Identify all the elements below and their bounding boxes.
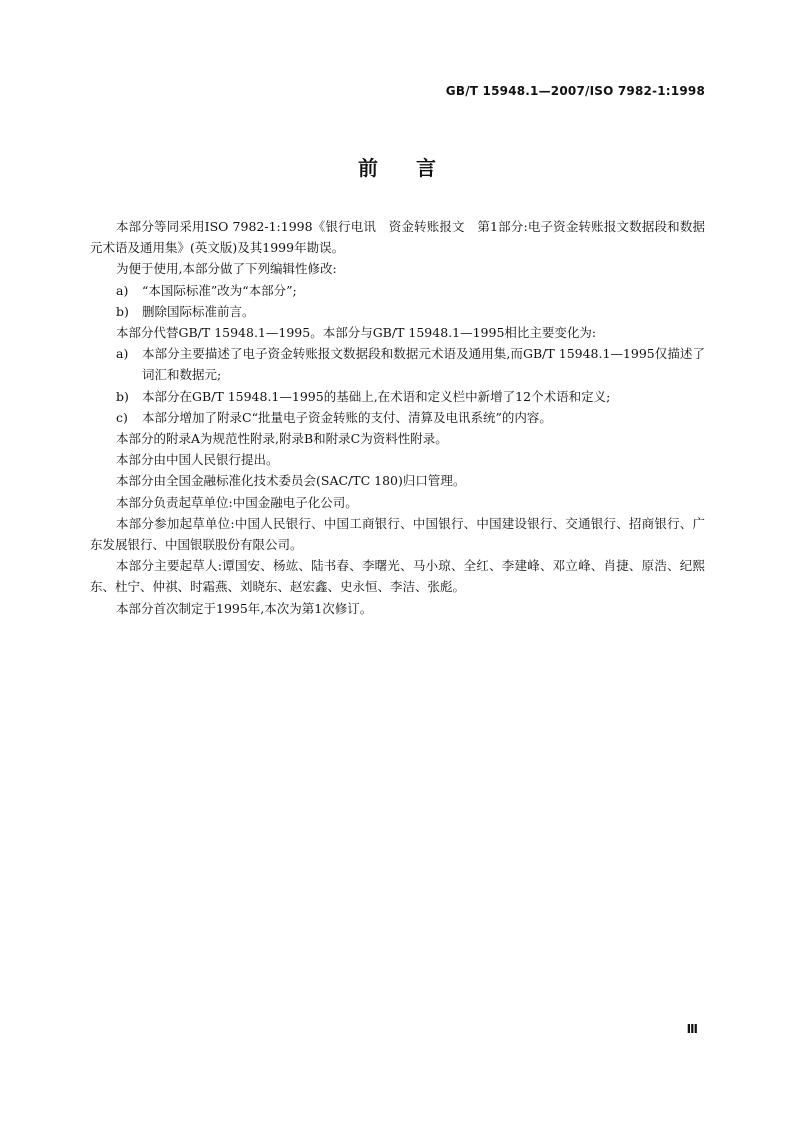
edit-item [90, 301, 705, 322]
paragraph-drafters: 本部分主要起草人:谭国安、杨竑、陆书春、李曙光、马小琼、全红、李建峰、邓立峰、肖捷、原浩、纪熙东、杜宁、仲祺、时霜燕、刘晓东、赵宏鑫、史永恒、李洁、张彪。 [90, 558, 705, 595]
list-marker: b) [116, 388, 129, 404]
paragraph-revision-history: 本部分首次制定于1995年,本次为第1次修订。 [116, 600, 373, 616]
standard-number-header: GB/T 15948.1—2007/ISO 7982-1:1998 [445, 84, 705, 98]
list-marker: c) [116, 409, 128, 425]
list-marker: b) [116, 303, 129, 319]
paragraph-annexes: 本部分的附录A为规范性附录,附录B和附录C为资料性附录。 [116, 431, 448, 447]
list-marker: a) [116, 346, 129, 362]
list-item-text: 本部分在GB/T 15948.1—1995的基础上,在术语和定义栏中新增了12个术语和定义; [142, 388, 611, 404]
change-item [90, 407, 705, 428]
paragraph-proposer: 本部分由中国人民银行提出。 [116, 452, 279, 468]
paragraph-replaces: 本部分代替GB/T 15948.1—1995。本部分与GB/T 15948.1—1995相比主要变化为: [116, 325, 597, 341]
paragraph-edit-intro: 为便于使用,本部分做了下列编辑性修改: [116, 261, 337, 277]
paragraph-adoption: 本部分等同采用ISO 7982-1:1998《银行电讯 资金转账报文 第1部分:电子资金转账报文数据段和数据元术语及通用集》(英文版)及其1999年勘误。 [90, 219, 705, 256]
change-item [90, 386, 705, 407]
list-item-text: 本部分主要描述了电子资金转账报文数据段和数据元术语及通用集,而GB/T 15948.1—1995仅描述了词汇和数据元; [142, 346, 705, 383]
foreword-body [90, 216, 705, 619]
paragraph-committee: 本部分由全国金融标准化技术委员会(SAC/TC 180)归口管理。 [116, 473, 466, 489]
page-title: 前言 [358, 156, 474, 180]
page-number: Ⅲ [686, 1022, 698, 1036]
edit-item [90, 280, 705, 301]
list-item-text: “本国际标准”改为“本部分”; [142, 282, 297, 298]
list-marker: a) [116, 282, 129, 298]
list-item-text: 删除国际标准前言。 [142, 303, 255, 319]
list-item-text: 本部分增加了附录C“批量电子资金转账的支付、清算及电讯系统”的内容。 [142, 409, 552, 425]
paragraph-participating-units: 本部分参加起草单位:中国人民银行、中国工商银行、中国银行、中国建设银行、交通银行、招商银行、广东发展银行、中国银联股份有限公司。 [90, 515, 705, 553]
paragraph-responsible-unit: 本部分负责起草单位:中国金融电子化公司。 [116, 494, 358, 510]
change-item [90, 343, 705, 385]
